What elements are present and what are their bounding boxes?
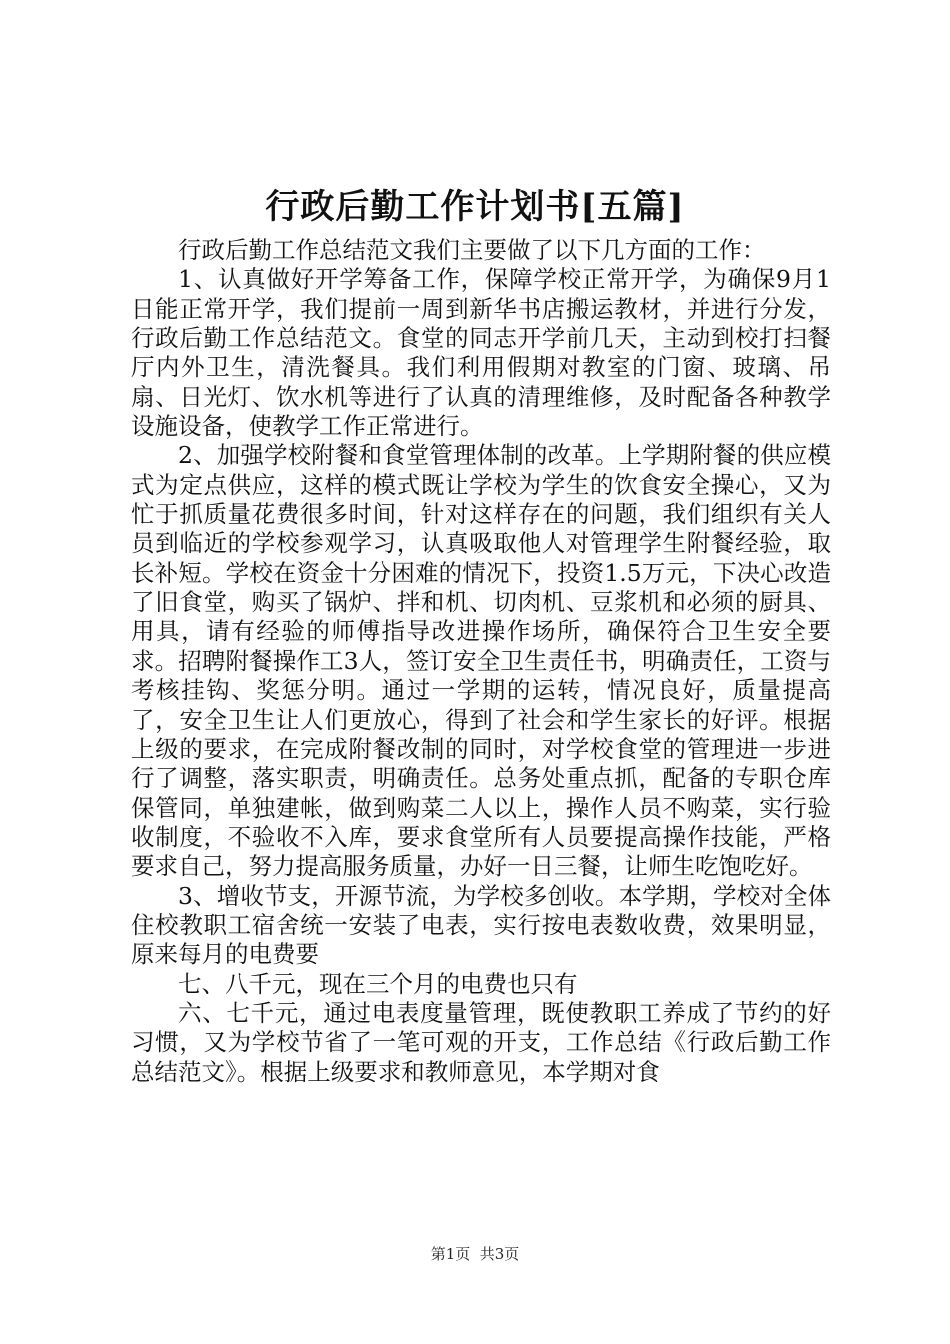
- paragraph-continuation-2: 六、七千元，通过电表度量管理，既使教职工养成了节约的好习惯，又为学校节省了一笔可观的开支，工作总结《行政后勤工作总结范文》。根据上级要求和教师意见，本学期对食: [131, 998, 831, 1086]
- paragraph-item-2: 2、加强学校附餐和食堂管理体制的改革。上学期附餐的供应模式为定点供应，这样的模式既让学校为学生的饮食安全操心，又为忙于抓质量花费很多时间，针对这样存在的问题，我们组织有关人员到临近的学校参观学习，认真吸取他人对管理学生附餐经验，取长补短。学校在资金十分困难的情况下，投资1.5万元，下决心改造了旧食堂，购买了锅炉、拌和机、切肉机、豆浆机和必须的厨具、用具，请有经验的师傅指导改进操作场所，确保符合卫生安全要求。招聘附餐操作工3人，签订安全卫生责任书，明确责任，工资与考核挂钩、奖惩分明。通过一学期的运转，情况良好，质量提高了，安全卫生让人们更放心，得到了社会和学生家长的好评。根据上级的要求，在完成附餐改制的同时，对学校食堂的管理进一步进行了调整，落实职责，明确责任。总务处重点抓，配备的专职仓库保管同，单独建帐，做到购菜二人以上，操作人员不购菜，实行验收制度，不验收不入库，要求食堂所有人员要提高操作技能，严格要求自己，努力提高服务质量，办好一日三餐，让师生吃饱吃好。: [131, 441, 831, 881]
- page-number-label: 第1页 共3页: [430, 1245, 520, 1263]
- document-title: 行政后勤工作计划书[五篇]: [265, 187, 685, 227]
- paragraph-continuation-1: 七、八千元，现在三个月的电费也只有: [178, 969, 578, 998]
- paragraph-intro: 行政后勤工作总结范文我们主要做了以下几方面的工作：: [178, 236, 766, 264]
- paragraph-item-3: 3、增收节支，开源节流，为学校多创收。本学期，学校对全体住校教职工宿舍统一安装了电表，实行按电表数收费，效果明显，原来每月的电费要: [131, 881, 831, 969]
- paragraph-item-1: 1、认真做好开学筹备工作，保障学校正常开学，为确保9月1日能正常开学，我们提前一周到新华书店搬运教材，并进行分发，行政后勤工作总结范文。食堂的同志开学前几天，主动到校打扫餐厅内外卫生，清洗餐具。我们利用假期对教室的门窗、玻璃、吊扇、日光灯、饮水机等进行了认真的清理维修，及时配备各种教学设施设备，使教学工作正常进行。: [131, 265, 831, 441]
- document-body: [131, 236, 831, 1087]
- page-footer: [0, 1244, 950, 1264]
